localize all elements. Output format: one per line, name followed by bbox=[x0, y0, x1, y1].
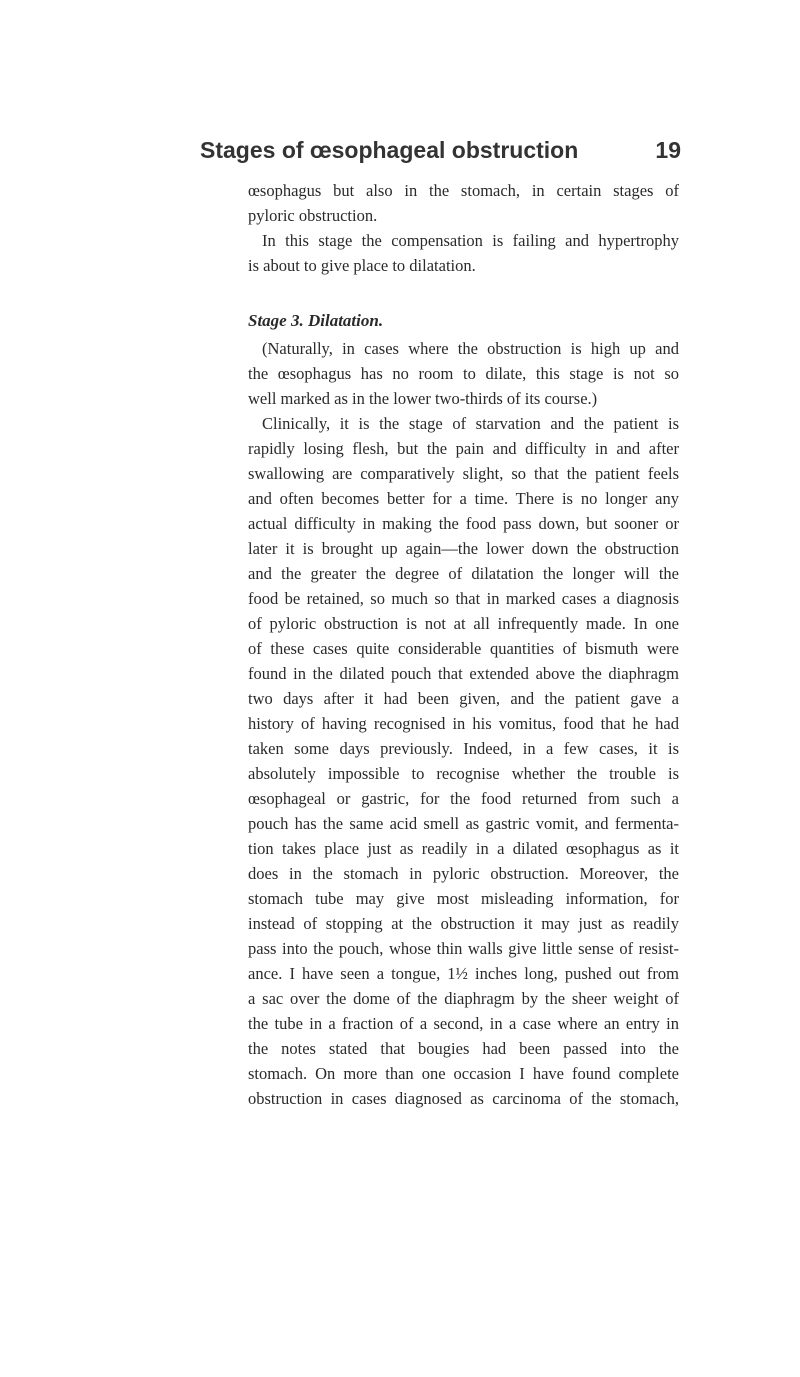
text-line: does in the stomach in pyloric obstruction. Moreover, the bbox=[248, 864, 679, 883]
text-line: food be retained, so much so that in marked cases a diagnosis bbox=[248, 589, 679, 608]
text-line: œsophagus but also in the stomach, in certain stages of bbox=[248, 181, 679, 200]
text-line: (Naturally, in cases where the obstruction is high up and bbox=[262, 339, 679, 358]
text-line: and often becomes better for a time. There is no longer any bbox=[248, 489, 679, 508]
text-line: and the greater the degree of dilatation the longer will the bbox=[248, 564, 679, 583]
text-line: well marked as in the lower two-thirds of its course.) bbox=[248, 389, 598, 408]
text-line: absolutely impossible to recognise whether the trouble is bbox=[248, 764, 679, 783]
text-line: instead of stopping at the obstruction it may just as readily bbox=[248, 914, 679, 933]
paragraph-1 bbox=[248, 178, 679, 228]
text-line: stomach tube may give most misleading information, for bbox=[248, 889, 679, 908]
section-heading: Stage 3. Dilatation. bbox=[248, 311, 384, 330]
text-line: taken some days previously. Indeed, in a few cases, it is bbox=[248, 739, 679, 758]
text-line: pyloric obstruction. bbox=[248, 206, 378, 225]
text-line: pouch has the same acid smell as gastric vomit, and fermenta- bbox=[248, 814, 679, 833]
text-line: a sac over the dome of the diaphragm by the sheer weight of bbox=[248, 989, 679, 1008]
text-line: stomach. On more than one occasion I have found complete bbox=[248, 1064, 679, 1083]
text-line: the tube in a fraction of a second, in a case where an entry in bbox=[248, 1014, 679, 1033]
paragraph-2 bbox=[248, 228, 679, 278]
paragraph-4 bbox=[248, 411, 679, 1111]
text-line: pass into the pouch, whose thin walls give little sense of resist- bbox=[248, 939, 679, 958]
text-line: the œsophagus has no room to dilate, this stage is not so bbox=[248, 364, 679, 383]
text-line: actual difficulty in making the food pass down, but sooner or bbox=[248, 514, 679, 533]
text-line: found in the dilated pouch that extended above the diaphragm bbox=[248, 664, 679, 683]
text-line: history of having recognised in his vomitus, food that he had bbox=[248, 714, 679, 733]
text-line: is about to give place to dilatation. bbox=[248, 256, 476, 275]
section-spacer bbox=[248, 278, 679, 306]
text-line: In this stage the compensation is failing and hypertrophy bbox=[262, 231, 679, 250]
text-line: later it is brought up again—the lower down the obstruction bbox=[248, 539, 679, 558]
text-line: two days after it had been given, and the patient gave a bbox=[248, 689, 679, 708]
text-line: ance. I have seen a tongue, 1½ inches long, pushed out from bbox=[248, 964, 679, 983]
page-number: 19 bbox=[655, 137, 681, 163]
text-line: œsophageal or gastric, for the food returned from such a bbox=[248, 789, 679, 808]
text-line: the notes stated that bougies had been passed into the bbox=[248, 1039, 679, 1058]
text-line: swallowing are comparatively slight, so that the patient feels bbox=[248, 464, 679, 483]
text-line: Clinically, it is the stage of starvation and the patient is bbox=[262, 414, 679, 433]
paragraph-3 bbox=[248, 336, 679, 411]
text-line: rapidly losing flesh, but the pain and difficulty in and after bbox=[248, 439, 679, 458]
body-text bbox=[248, 178, 679, 1111]
text-line: tion takes place just as readily in a dilated œsophagus as it bbox=[248, 839, 679, 858]
text-line: of these cases quite considerable quantities of bismuth were bbox=[248, 639, 679, 658]
text-line: obstruction in cases diagnosed as carcinoma of the stomach, bbox=[248, 1089, 679, 1108]
running-head bbox=[200, 137, 685, 177]
text-line: of pyloric obstruction is not at all infrequently made. In one bbox=[248, 614, 679, 633]
chapter-title: Stages of œsophageal obstruction bbox=[200, 137, 579, 163]
